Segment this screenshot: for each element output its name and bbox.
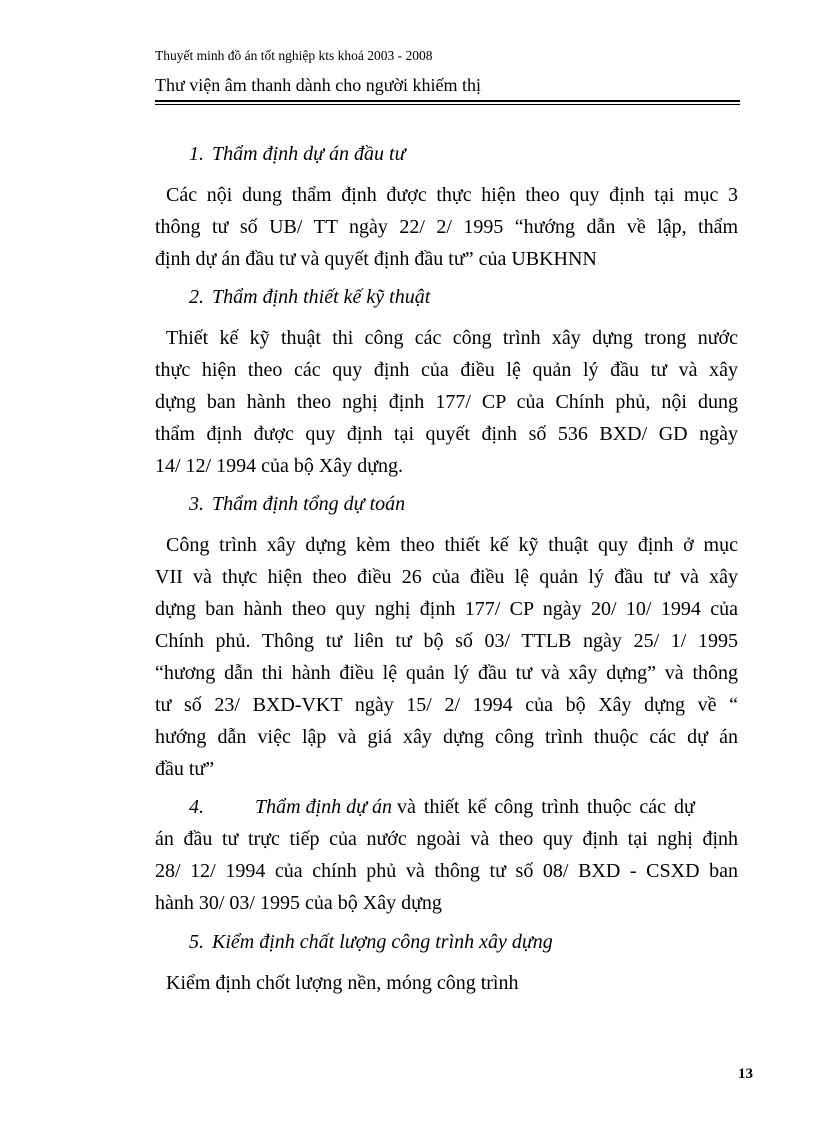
section-title: Thẩm định tổng dự toán xyxy=(212,493,406,515)
header-document-title: Thư viện âm thanh dành cho người khiếm thị xyxy=(155,75,481,95)
section-3-heading xyxy=(189,493,405,516)
paragraph-line: dựng ban hành theo quy nghị định 177/ CP ngày 20/ 10/ 1994 của xyxy=(155,598,738,620)
paragraph-line: thẩm định được quy định tại quyết định số 536 BXD/ GD ngày xyxy=(155,423,738,445)
paragraph-line: “hương dẫn thi hành điều lệ quản lý đầu tư và xây dựng” và thông xyxy=(155,662,738,684)
section-title: Thẩm định dự án xyxy=(255,796,393,818)
section-5-heading xyxy=(189,931,553,954)
section-2-heading xyxy=(189,286,430,309)
section-number: 3. xyxy=(189,493,204,515)
header-project-title: Thuyết minh đồ án tốt nghiệp kts khoá 2003 - 2008 xyxy=(155,48,433,63)
paragraph-line: hành 30/ 03/ 1995 của bộ Xây dựng xyxy=(155,892,442,914)
paragraph-line: Công trình xây dựng kèm theo thiết kế kỹ thuật quy định ở mục xyxy=(166,534,738,556)
paragraph-line: Kiểm định chốt lượng nền, móng công trình xyxy=(166,972,519,994)
section-2-paragraph xyxy=(155,322,738,482)
header-rule-thick xyxy=(155,100,740,102)
section-number: 2. xyxy=(189,286,204,308)
paragraph-line: thực hiện theo các quy định của điều lệ quản lý đầu tư và xây xyxy=(155,359,738,381)
section-3-paragraph xyxy=(155,529,738,785)
paragraph-line: đầu tư” xyxy=(155,758,215,780)
paragraph-line: 14/ 12/ 1994 của bộ Xây dựng. xyxy=(155,455,404,477)
paragraph-line: Thiết kế kỹ thuật thi công các công trình xây dựng trong nước xyxy=(166,327,738,349)
paragraph-line: thông tư số UB/ TT ngày 22/ 2/ 1995 “hướng dẫn về lập, thẩm xyxy=(155,216,738,238)
paragraph-line: 28/ 12/ 1994 của chính phủ và thông tư số 08/ BXD - CSXD ban xyxy=(155,860,738,882)
paragraph-line: định dự án đầu tư và quyết định đầu tư” của UBKHNN xyxy=(155,248,597,270)
section-title: Kiểm định chất lượng công trình xây dựng xyxy=(212,931,553,953)
paragraph-line: tư số 23/ BXD-VKT ngày 15/ 2/ 1994 của bộ Xây dựng về “ xyxy=(155,694,738,716)
paragraph-line: Các nội dung thẩm định được thực hiện theo quy định tại mục 3 xyxy=(166,184,738,206)
section-4-first-line-rest: và thiết kế công trình thuộc các dự xyxy=(397,796,695,818)
section-1-paragraph xyxy=(155,179,738,275)
paragraph-line: hướng dẫn việc lập và giá xây dựng công trình thuộc các dự án xyxy=(155,726,738,748)
header-rule-thin xyxy=(155,104,740,105)
section-number: 5. xyxy=(189,931,204,953)
section-title: Thẩm định thiết kế kỹ thuật xyxy=(212,286,431,308)
section-number: 1. xyxy=(189,143,204,165)
paragraph-line xyxy=(155,791,738,823)
paragraph-line: Chính phủ. Thông tư liên tư bộ số 03/ TTLB ngày 25/ 1/ 1995 xyxy=(155,630,738,652)
page-number: 13 xyxy=(738,1066,753,1082)
section-5-paragraph xyxy=(155,967,738,999)
section-number: 4. xyxy=(189,796,204,818)
paragraph-line: dựng ban hành theo nghị định 177/ CP của Chính phủ, nội dung xyxy=(155,391,738,413)
section-4-paragraph xyxy=(155,791,738,919)
paragraph-line: VII và thực hiện theo điều 26 của điều lệ quản lý đầu tư và xây xyxy=(155,566,738,588)
section-title: Thẩm định dự án đầu tư xyxy=(212,143,406,165)
paragraph-line: án đầu tư trực tiếp của nước ngoài và theo quy định tại nghị định xyxy=(155,828,738,850)
section-1-heading xyxy=(189,143,406,166)
